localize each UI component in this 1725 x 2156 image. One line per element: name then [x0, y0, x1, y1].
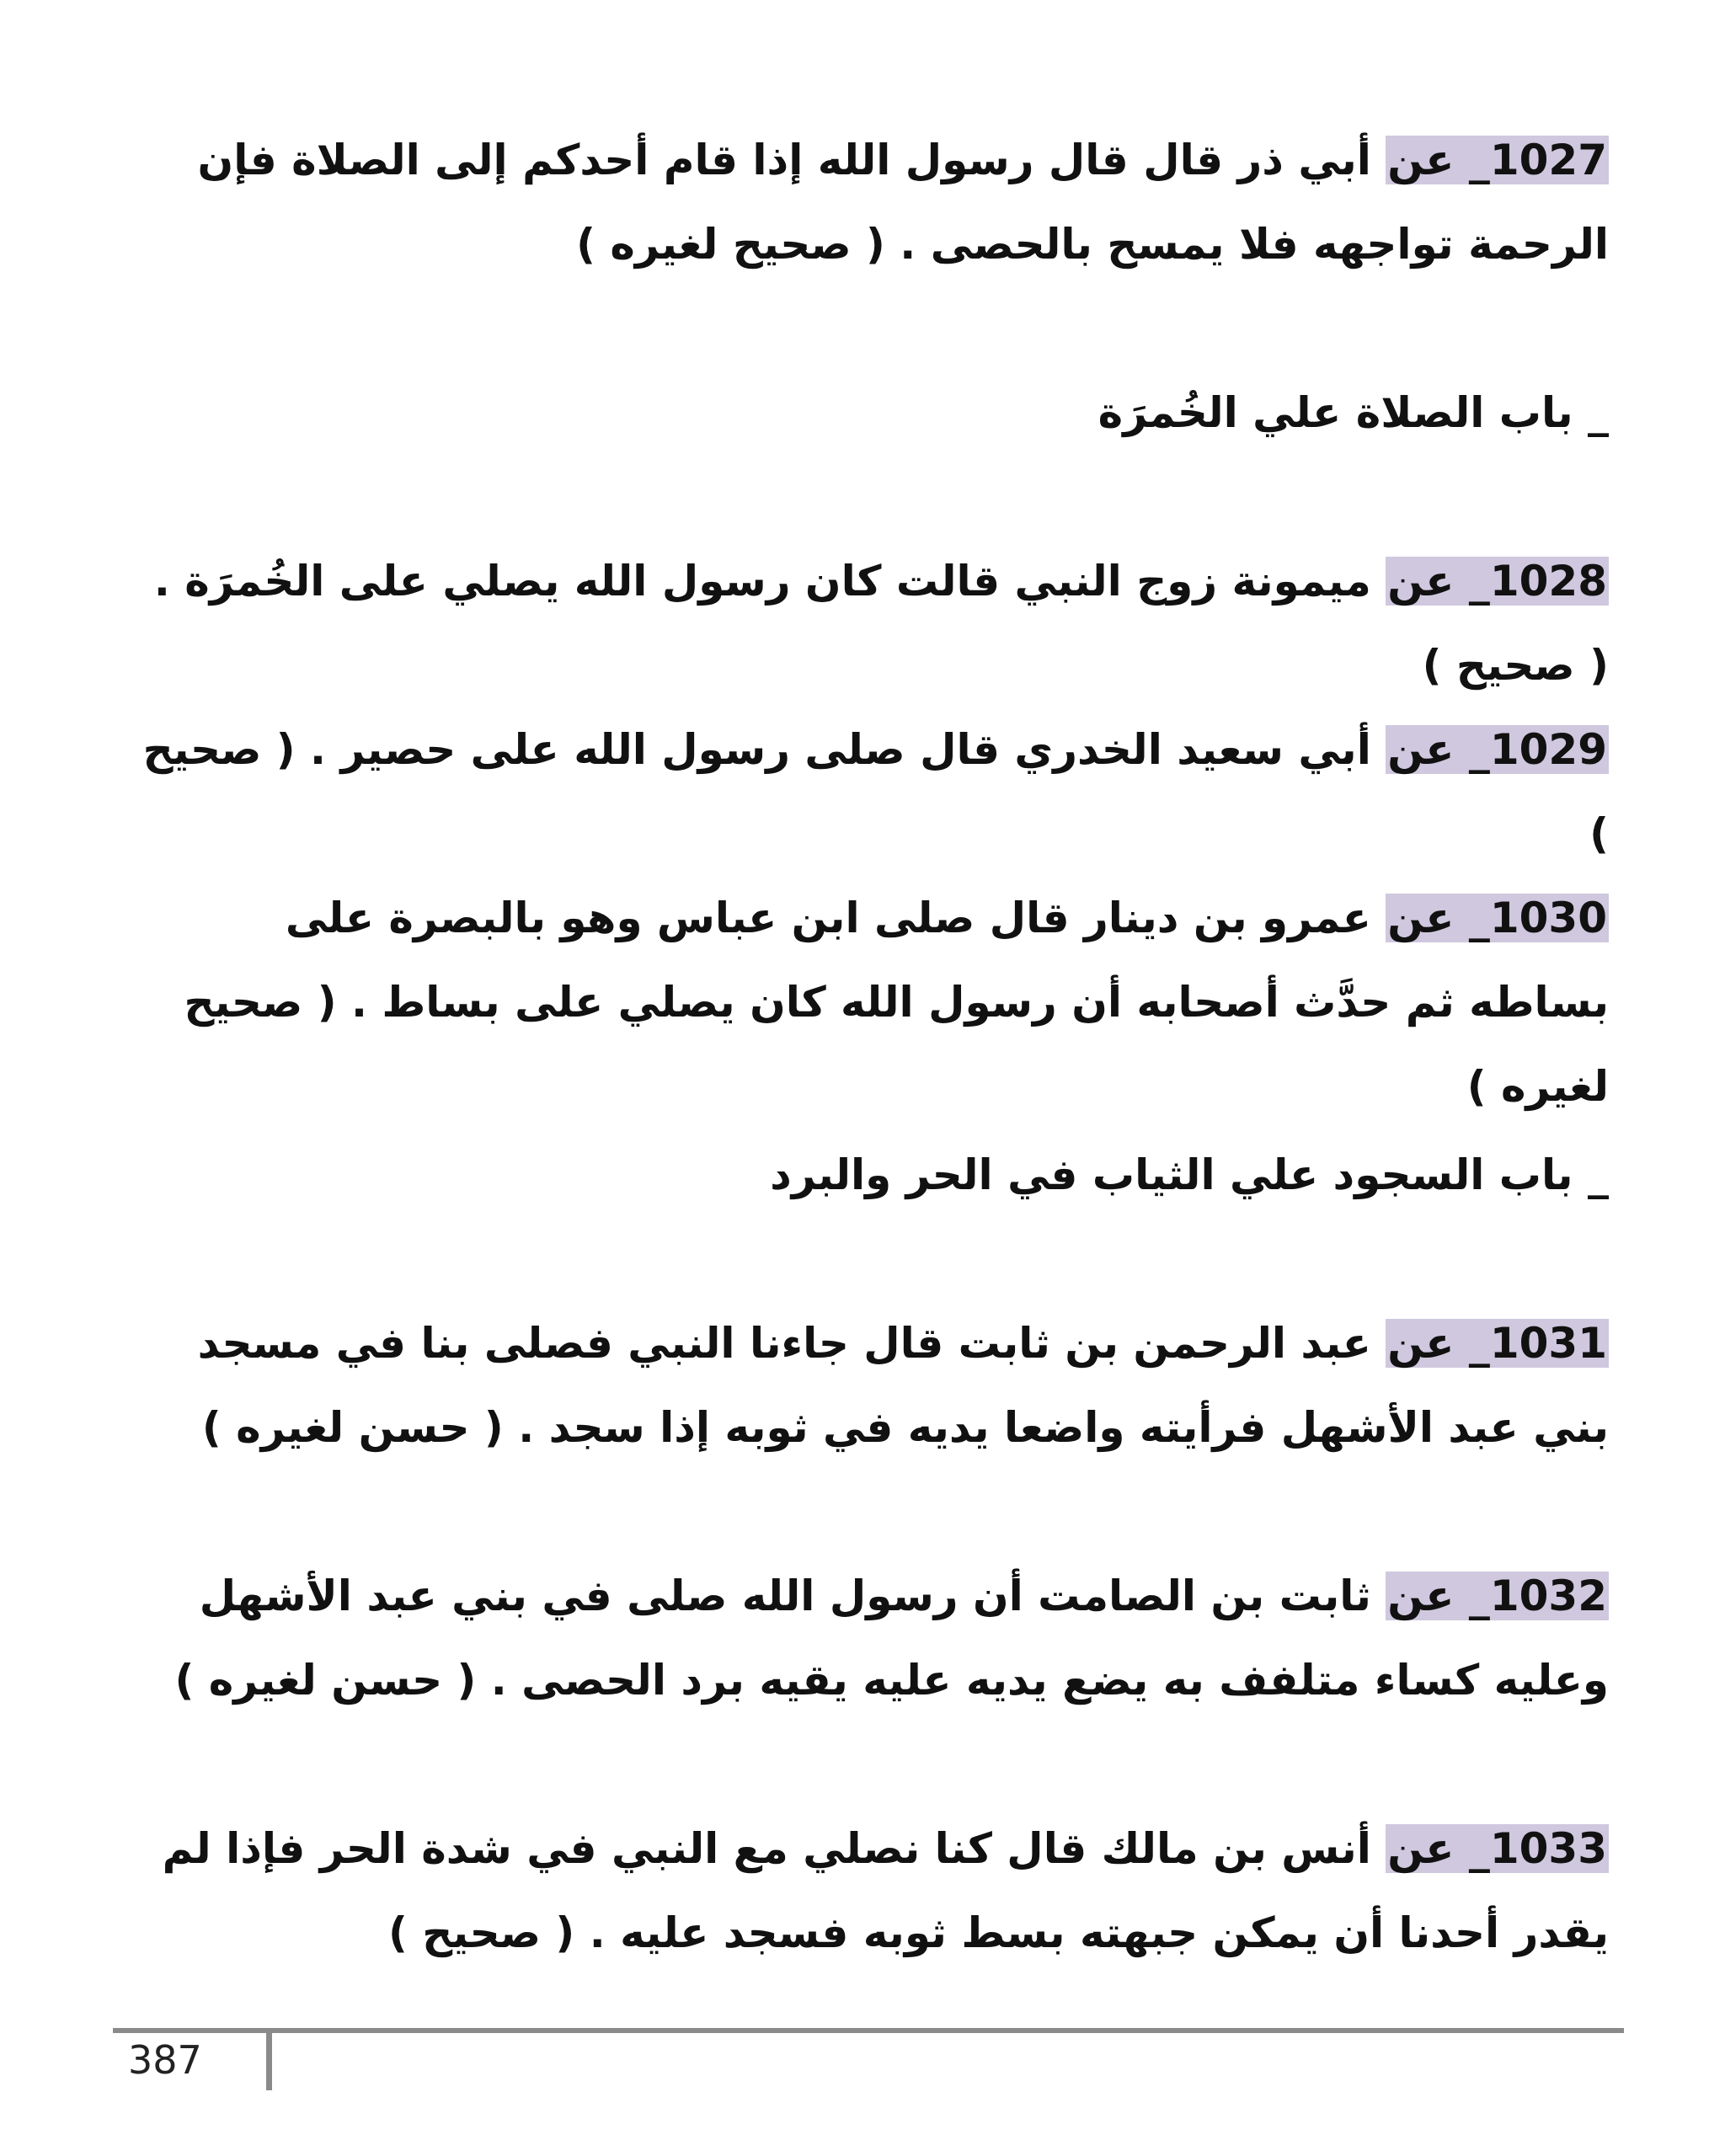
hadith-1027: [135, 118, 1609, 286]
hadith-text-1030: عمرو بن دينار قال صلى ابن عباس وهو بالبصرة على بساطه ثم حدَّث أصحابه أن رسول الله كان يصلي على بساط . ( صحيح لغيره ): [184, 894, 1609, 1111]
hadith-text-1028: ميمونة زوج النبي قالت كان رسول الله يصلي على الخُمرَة . ( صحيح ): [153, 557, 1609, 690]
hadith-1033: [135, 1806, 1609, 1975]
hadith-ref-1028: 1028_ عن: [1387, 557, 1607, 606]
footer-divider: [266, 2033, 272, 2090]
hadith-ref-1027: 1027_ عن: [1387, 136, 1607, 184]
hadith-text-1033: أنس بن مالك قال كنا نصلي مع النبي في شدة الحر فإذا لم يقدر أحدنا أن يمكن جبهته بسط ثوبه فسجد عليه . ( صحيح ): [162, 1824, 1609, 1957]
hadith-ref-1030: 1030_ عن: [1387, 894, 1607, 942]
hadith-ref-1033: 1033_ عن: [1387, 1824, 1607, 1873]
hadith-1029: [135, 707, 1609, 876]
hadith-ref-1029: 1029_ عن: [1387, 725, 1607, 774]
hadith-text-1031: عبد الرحمن بن ثابت قال جاءنا النبي فصلى بنا في مسجد بني عبد الأشهل فرأيته واضعا يديه في ثوبه إذا سجد . ( حسن لغيره ): [197, 1319, 1609, 1452]
hadith-text-1027: أبي ذر قال قال رسول الله إذا قام أحدكم إلى الصلاة فإن الرحمة تواجهه فلا يمسح بالحصى . ( صحيح لغيره ): [197, 136, 1609, 269]
hadith-1028: [135, 539, 1609, 707]
chapter-heading-khumra: _ باب الصلاة علي الخُمرَة: [1097, 388, 1609, 437]
footer-rule: [113, 2028, 1624, 2033]
hadith-ref-1031: 1031_ عن: [1387, 1319, 1607, 1368]
hadith-text-1029: أبي سعيد الخدري قال صلى رسول الله على حصير . ( صحيح ): [142, 725, 1609, 858]
page-content: [135, 0, 1609, 2021]
chapter-heading-sujud: _ باب السجود علي الثياب في الحر والبرد: [770, 1150, 1609, 1199]
page-number: 387: [128, 2037, 202, 2083]
hadith-ref-1032: 1032_ عن: [1387, 1572, 1607, 1620]
hadith-1030: [135, 876, 1609, 1129]
hadith-text-1032: ثابت بن الصامت أن رسول الله صلى في بني عبد الأشهل وعليه كساء متلفف به يضع يديه عليه يقيه برد الحصى . ( حسن لغيره ): [174, 1572, 1609, 1705]
hadith-1031: [135, 1301, 1609, 1470]
hadith-1032: [135, 1554, 1609, 1722]
